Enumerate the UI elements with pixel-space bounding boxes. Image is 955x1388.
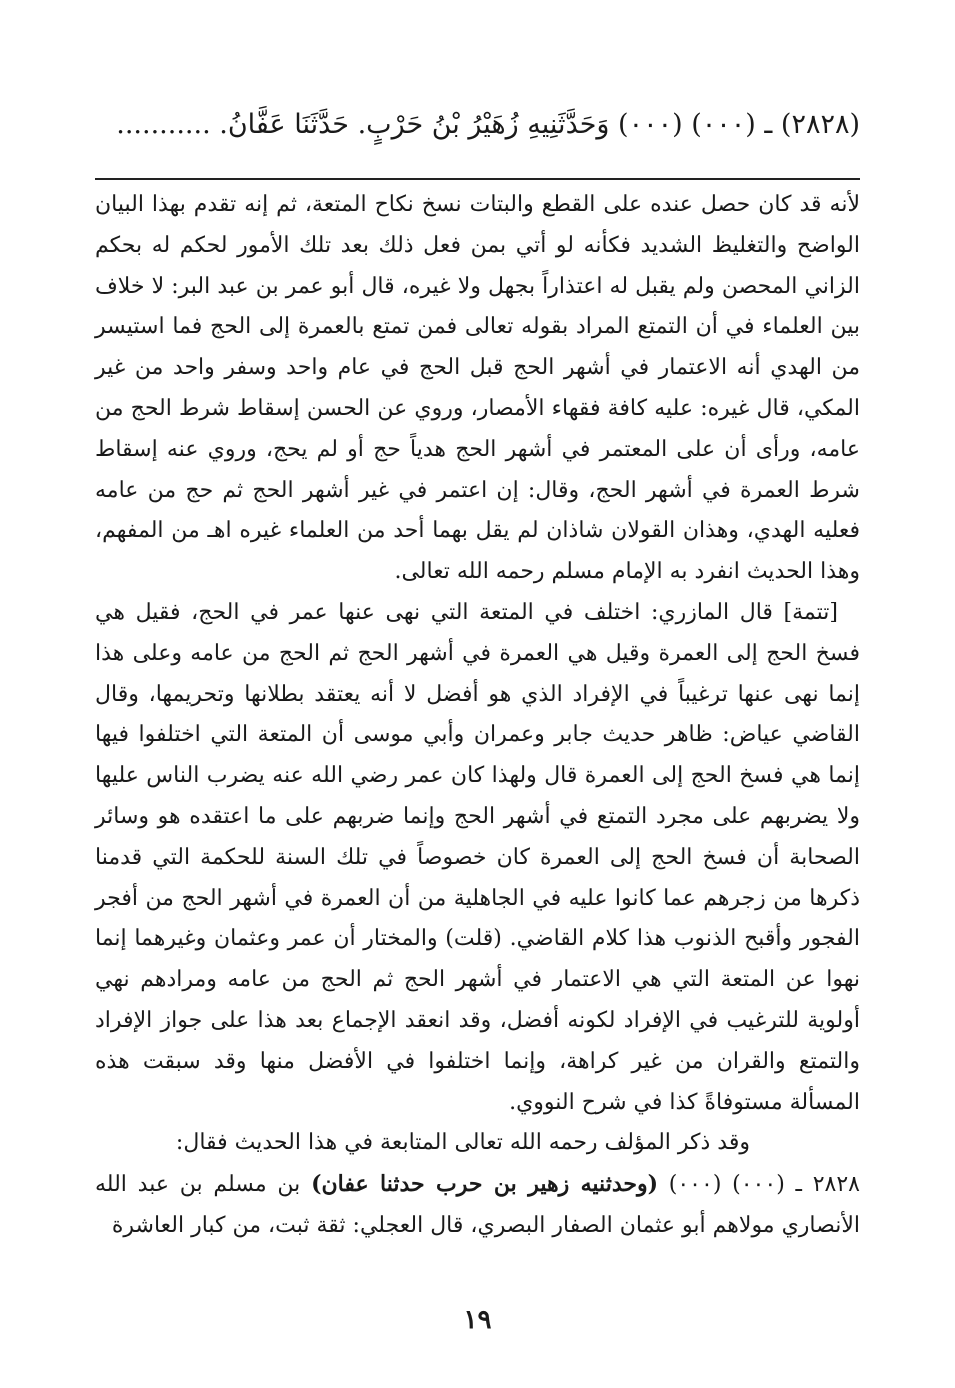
hadith-chain-paragraph (95, 1164, 860, 1247)
page-number: ١٩ (463, 1305, 492, 1335)
hadith-number: ٢٨٢٨ ـ (٠٠٠) (٠٠٠) (668, 1172, 860, 1198)
narrator-description: بن مسلم بن عبد الله الأنصاري مولاهم أبو عثمان الصفار البصري، قال العجلي: ثقة ثبت، من كبار العاشرة (95, 1172, 860, 1238)
hadith-header-line: (٢٨٢٨) ـ (٠٠٠) (٠٠٠) وَحَدَّثَنِيهِ زُهَيْرُ بْنُ حَرْبٍ. حَدَّثَنَا عَفَّانُ. ........... (116, 109, 860, 140)
commentary-paragraph: لأنه قد كان حصل عنده على القطع والبتات نسخ نكاح المتعة، ثم إنه تقدم بهذا البيان الواضح والتغليظ الشديد فكأنه لو أتي بمن فعل ذلك بعد تلك الأمور لحكم له بحكم الزاني المحصن ولم يقبل له اعتذاراً بجهل ولا غيره، قال أبو عمر بن عبد البر: لا خلاف بين العلماء في أن التمتع المراد بقوله تعالى فمن تمتع بالعمرة إلى الحج فما استيسر من الهدي أنه الاعتمار في أشهر الحج قبل الحج في عام واحد وسفر واحد من غير المكي، قال غيره: عليه كافة فقهاء الأمصار، وروي عن الحسن إسقاط شرط الحج من عامه، ورأى أن على المعتمر في أشهر الحج هدياً حج أو لم يحج، وروي عنه إسقاط شرط العمرة في أشهر الحج، وقال: إن اعتمر في غير أشهر الحج ثم حج من عامه فعليه الهدي، وهذان القولان شاذان لم يقل بهما أحد من العلماء غيره اهـ من المفهم، وهذا الحديث انفرد به الإمام مسلم رحمه الله تعالى. (95, 192, 860, 585)
commentary-body (95, 185, 860, 1247)
header-divider (95, 178, 860, 180)
hadith-chain-bold: (وحدثنيه زهير بن حرب حدثنا عفان) (311, 1171, 658, 1198)
supplement-paragraph: [تتمة] قال المازري: اختلف في المتعة التي نهى عنها عمر في الحج، فقيل هي فسخ الحج إلى العمرة وقيل هي العمرة في أشهر الحج ثم الحج من عامه وعلى هذا إنما نهى عنها ترغيباً في الإفراد الذي هو أفضل لا أنه يعتقد بطلانها وتحريمها، وقال القاضي عياض: ظاهر حديث جابر وعمران وأبي موسى أن المتعة التي اختلفوا فيها إنما هي فسخ الحج إلى العمرة قال ولهذا كان عمر رضي الله عنه يضرب الناس عليها ولا يضربهم على مجرد التمتع في أشهر الحج وإنما ضربهم على ما اعتقده هو وسائر الصحابة أن فسخ الحج إلى العمرة كان خصوصاً في تلك السنة للحكمة التي قدمنا ذكرها من زجرهم عما كانوا عليه في الجاهلية من أن العمرة في أشهر الحج من أفجر الفجور وأقبح الذنوب هذا كلام القاضي. (قلت) والمختار أن عمر وعثمان وغيرهما إنما نهوا عن المتعة التي هي الاعتمار في أشهر الحج ثم الحج من عامه ومرادهم نهي أولوية للترغيب في الإفراد لكونه أفضل، وقد انعقد الإجماع بعد هذا على جواز الإفراد والتمتع والقران من غير كراهة، وإنما اختلفوا في الأفضل منها وقد سبقت هذه المسألة مستوفاةً كذا في شرح النووي. (95, 599, 860, 1115)
author-follow-up-paragraph: وقد ذكر المؤلف رحمه الله تعالى المتابعة في هذا الحديث فقال: (175, 1130, 750, 1156)
